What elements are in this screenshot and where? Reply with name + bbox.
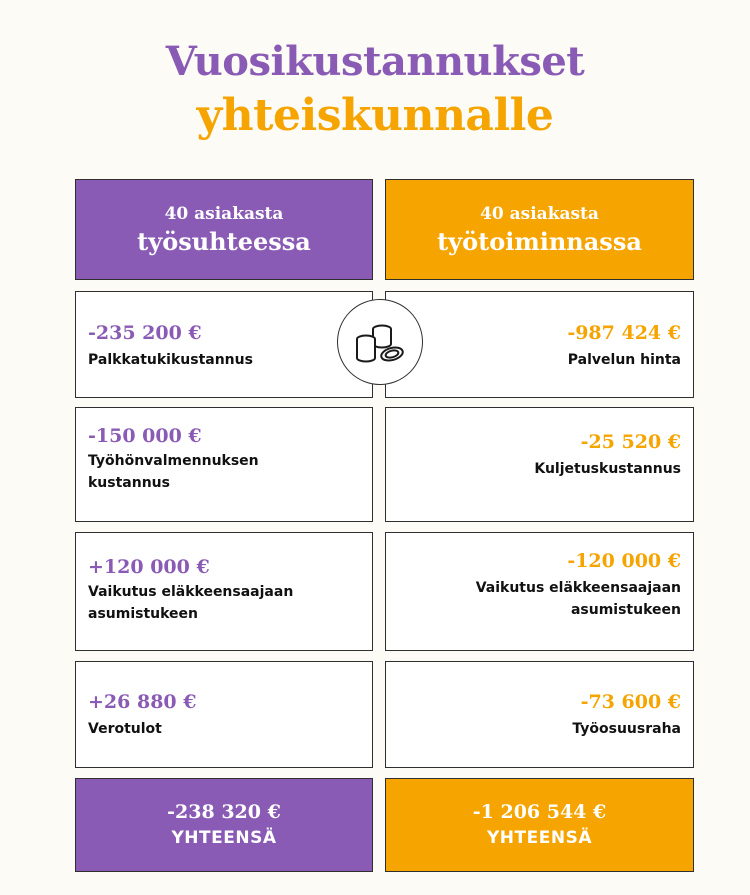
left-row-1 — [75, 291, 373, 398]
right-row-2-amount: -25 520 € — [580, 431, 681, 453]
total-left — [75, 778, 373, 872]
right-row-2 — [385, 407, 694, 522]
header-left-title: työsuhteessa — [137, 226, 311, 256]
left-row-2-amount: -150 000 € — [88, 425, 202, 447]
right-row-3-label: Vaikutus eläkkeensaajaan asumistukeen — [475, 580, 681, 618]
left-row-3-amount: +120 000 € — [88, 556, 210, 578]
right-row-1-label: Palvelun hinta — [567, 352, 681, 368]
left-row-2-label: Työhönvalmennuksen kustannus — [88, 453, 259, 491]
title-line-1: Vuosikustannukset — [165, 38, 585, 85]
left-row-3-label: Vaikutus eläkkeensaajaan asumistukeen — [88, 584, 294, 622]
right-row-1-amount: -987 424 € — [567, 322, 681, 344]
header-left — [75, 179, 373, 280]
right-row-4 — [385, 661, 694, 768]
header-right-title: työtoiminnassa — [437, 226, 642, 256]
total-right-amount: -1 206 544 € — [472, 801, 607, 823]
right-row-3-amount: -120 000 € — [567, 550, 681, 572]
title-line-2: yhteiskunnalle — [196, 90, 554, 141]
header-left-subtitle: 40 asiakasta — [164, 203, 284, 224]
right-row-4-label: Työosuusraha — [572, 721, 681, 737]
header-right — [385, 179, 694, 280]
left-row-4-label: Verotulot — [88, 721, 162, 737]
header-right-subtitle: 40 asiakasta — [480, 203, 599, 224]
total-left-label: YHTEENSÄ — [171, 828, 277, 848]
coins-badge — [337, 299, 423, 385]
left-row-2 — [75, 407, 373, 522]
left-row-4-amount: +26 880 € — [88, 691, 197, 713]
coins-stack-icon — [354, 320, 406, 364]
right-row-4-amount: -73 600 € — [580, 691, 681, 713]
total-left-amount: -238 320 € — [167, 801, 281, 823]
right-row-1 — [385, 291, 694, 398]
left-row-4 — [75, 661, 373, 768]
left-row-1-amount: -235 200 € — [88, 322, 202, 344]
right-row-3 — [385, 532, 694, 651]
left-row-1-label: Palkkatukikustannus — [88, 352, 253, 368]
right-row-2-label: Kuljetuskustannus — [534, 461, 681, 477]
total-right — [385, 778, 694, 872]
left-row-3 — [75, 532, 373, 651]
total-right-label: YHTEENSÄ — [487, 828, 592, 848]
